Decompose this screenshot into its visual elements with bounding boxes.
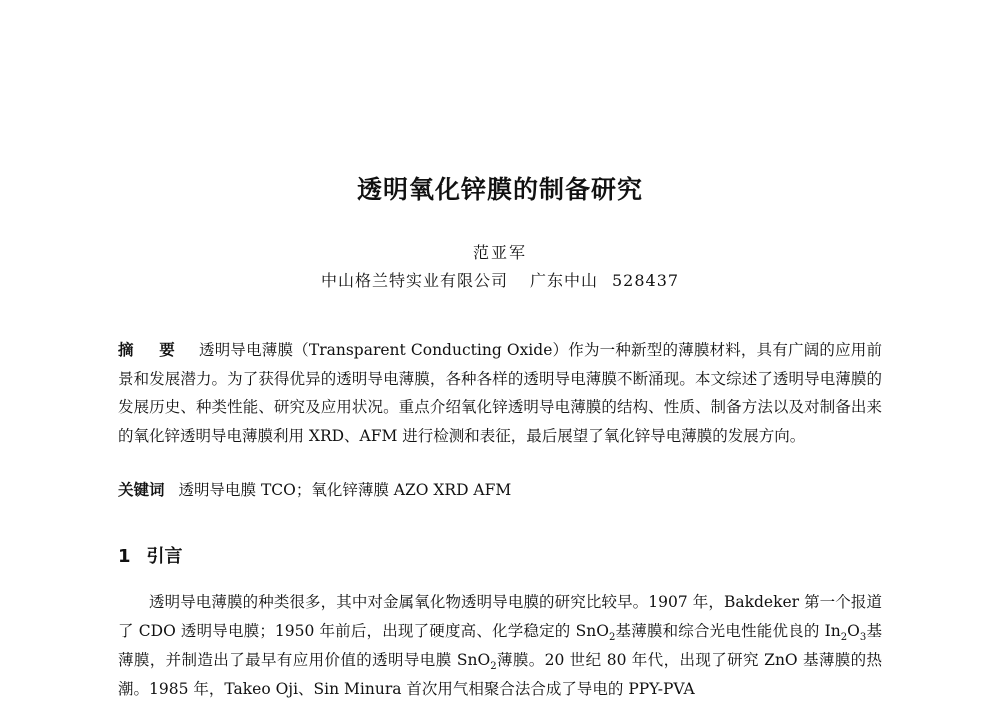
affiliation-postcode: 528437 bbox=[611, 271, 680, 290]
abstract-text: 透明导电薄膜（Transparent Conducting Oxide）作为一种新型的薄膜材料，具有广阔的应用前景和发展潜力。为了获得优异的透明导电薄膜，各种各样的透明导电薄膜不断涌现。本文综述了透明导电薄膜的发展历史、种类性能、研究及应用状况。重点介绍氧化锌透明导电薄膜的结构、性质、制备方法以及对制备出来的氧化锌透明导电薄膜利用 XRD、AFM 进行检测和表征，最后展望了氧化锌导电薄膜的发展方向。 bbox=[118, 341, 882, 445]
body-subscript-2: 2 bbox=[840, 632, 848, 644]
section-heading bbox=[118, 542, 183, 568]
author-affiliation bbox=[0, 268, 1000, 291]
section-number: 1 bbox=[118, 546, 131, 567]
body-subscript-1: 2 bbox=[608, 632, 616, 644]
keywords bbox=[118, 476, 882, 504]
section-title: 引言 bbox=[146, 546, 183, 567]
affiliation-location: 广东中山 bbox=[529, 271, 598, 290]
body-text-3: O bbox=[847, 622, 860, 640]
body-text-4: 基薄膜，并制造出了最早有应用价值的透明导电膜 SnO bbox=[118, 622, 882, 669]
paper-title: 透明氧化锌膜的制备研究 bbox=[356, 175, 643, 204]
keywords-label: 关键词 bbox=[118, 480, 165, 499]
author-name: 范亚军 bbox=[472, 243, 527, 262]
abstract bbox=[118, 336, 882, 450]
body-paragraph bbox=[118, 588, 882, 704]
body-text-2: 基薄膜和综合光电性能优良的 In bbox=[615, 622, 841, 640]
body-text-5: 薄膜。20 世纪 80 年代，出现了研究 ZnO 基薄膜的热潮。1985 年，Takeo Oji、Sin Minura 首次用气相聚合法合成了导电的 PPY-PVA bbox=[118, 651, 882, 698]
body-text-1: 透明导电薄膜的种类很多，其中对金属氧化物透明导电膜的研究比较早。1907 年，Bakdeker 第一个报道了 CDO 透明导电膜；1950 年前后，出现了硬度高、化学稳定的 SnO bbox=[118, 593, 882, 640]
abstract-label: 摘 要 bbox=[118, 340, 185, 359]
affiliation-company: 中山格兰特实业有限公司 bbox=[320, 271, 508, 290]
body-subscript-4: 2 bbox=[490, 661, 497, 673]
keywords-text: 透明导电膜 TCO；氧化锌薄膜 AZO XRD AFM bbox=[178, 481, 512, 499]
body-subscript-3: 3 bbox=[859, 632, 867, 644]
